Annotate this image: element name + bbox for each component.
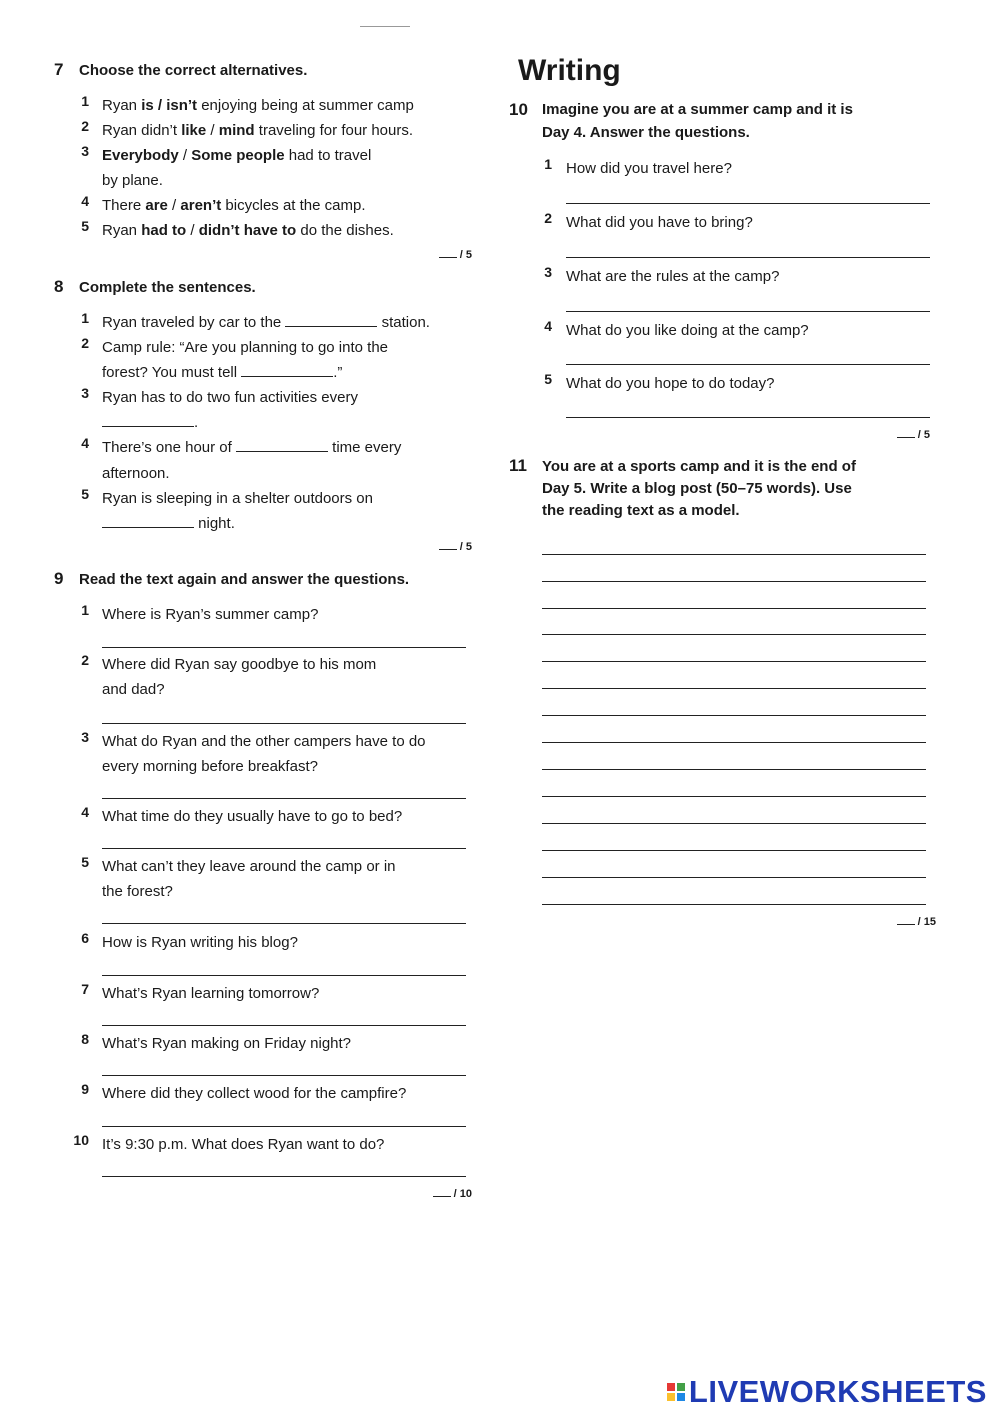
writing-line[interactable]	[542, 661, 926, 662]
ex8-score: / 5	[400, 541, 472, 553]
answer-line[interactable]	[102, 975, 466, 976]
writing-line[interactable]	[542, 742, 926, 743]
ex9-question-3: What do Ryan and the other campers have to do	[102, 733, 426, 750]
liveworksheets-logo	[667, 1374, 987, 1410]
ex7-option-b[interactable]: Some people	[191, 147, 285, 164]
fill-blank[interactable]	[102, 413, 194, 427]
ex8-title: Complete the sentences.	[79, 279, 256, 296]
ex7-item-2: Ryan didn’t like / mind traveling for four hours.	[102, 122, 414, 139]
answer-line[interactable]	[102, 647, 466, 648]
fill-blank[interactable]	[285, 313, 377, 327]
ex9-item-number: 6	[81, 930, 89, 946]
ex10-item-number: 5	[544, 371, 552, 387]
ex11-score: / 15	[858, 916, 936, 928]
answer-line[interactable]	[102, 923, 466, 924]
score-blank[interactable]	[433, 1196, 451, 1197]
ex9-question-5-line2: the forest?	[102, 883, 173, 900]
ex10-question-2: What did you have to bring?	[566, 214, 753, 231]
ex9-item-number: 5	[81, 854, 89, 870]
logo-square	[667, 1393, 675, 1401]
ex11-title-line2: Day 5. Write a blog post (50–75 words). Use	[542, 480, 852, 497]
ex9-item-number: 4	[81, 804, 89, 820]
ex8-item-number: 4	[81, 435, 89, 451]
ex10-title: Imagine you are at a summer camp and it is	[542, 101, 853, 118]
ex7-item-1: Ryan is / isn’t enjoying being at summer camp	[102, 97, 414, 114]
answer-line[interactable]	[566, 257, 930, 258]
ex9-number: 9	[54, 569, 64, 588]
fill-blank[interactable]	[102, 514, 194, 528]
answer-line[interactable]	[566, 203, 930, 204]
ex8-number: 8	[54, 277, 64, 296]
ex8-item-number: 2	[81, 335, 89, 351]
logo-square	[677, 1393, 685, 1401]
logo-grid-icon	[667, 1383, 685, 1401]
ex9-item-number: 10	[73, 1132, 89, 1148]
writing-line[interactable]	[542, 554, 926, 555]
score-blank[interactable]	[897, 437, 915, 438]
ex8-item-2: Camp rule: “Are you planning to go into the	[102, 339, 389, 356]
logo-text: LIVEWORKSHEETS	[688, 1374, 987, 1409]
ex10-question-3: What are the rules at the camp?	[566, 268, 780, 285]
ex8-item-4: There’s one hour of time every	[102, 439, 402, 456]
ex9-item-number: 8	[81, 1031, 89, 1047]
writing-line[interactable]	[542, 877, 926, 878]
ex9-question-4: What time do they usually have to go to bed?	[102, 808, 403, 825]
score-blank[interactable]	[439, 549, 457, 550]
ex8-item-number: 3	[81, 385, 89, 401]
ex7-item-number: 3	[81, 143, 89, 159]
ex8-item-4-line2: afternoon.	[102, 465, 170, 482]
ex9-question-3-line2: every morning before breakfast?	[102, 758, 318, 775]
ex9-question-10: It’s 9:30 p.m. What does Ryan want to do?	[102, 1136, 385, 1153]
ex9-question-7: What’s Ryan learning tomorrow?	[102, 985, 320, 1002]
ex9-item-number: 1	[81, 602, 89, 618]
ex10-question-4: What do you like doing at the camp?	[566, 322, 809, 339]
fill-blank[interactable]	[236, 438, 328, 452]
ex8-item-1: Ryan traveled by car to the station.	[102, 314, 430, 331]
ex9-item-number: 9	[81, 1081, 89, 1097]
writing-line[interactable]	[542, 796, 926, 797]
ex10-item-number: 4	[544, 318, 552, 334]
ex9-score: / 10	[400, 1188, 472, 1200]
ex9-question-2-line2: and dad?	[102, 681, 165, 698]
score-blank[interactable]	[439, 257, 457, 258]
writing-line[interactable]	[542, 904, 926, 905]
ex8-item-3-line2: .	[102, 410, 198, 435]
ex9-question-1: Where is Ryan’s summer camp?	[102, 606, 319, 623]
ex10-question-5: What do you hope to do today?	[566, 375, 775, 392]
ex9-question-6: How is Ryan writing his blog?	[102, 934, 298, 951]
ex7-option-a[interactable]: Everybody	[102, 147, 179, 164]
ex8-item-2-line2: forest? You must tell .”	[102, 364, 343, 381]
top-divider	[360, 26, 410, 27]
ex7-option-a[interactable]: had to	[141, 222, 187, 239]
ex10-title-line2: Day 4. Answer the questions.	[542, 124, 750, 141]
answer-line[interactable]	[102, 1025, 466, 1026]
writing-line[interactable]	[542, 823, 926, 824]
ex10-item-number: 3	[544, 264, 552, 280]
ex9-question-2: Where did Ryan say goodbye to his mom	[102, 656, 377, 673]
ex8-item-number: 5	[81, 486, 89, 502]
ex9-item-number: 3	[81, 729, 89, 745]
ex7-option-a[interactable]: are	[145, 197, 168, 214]
ex7-item-number: 1	[81, 93, 89, 109]
ex11-title: You are at a sports camp and it is the end of	[542, 458, 856, 475]
ex7-item-5: Ryan had to / didn’t have to do the dishes.	[102, 222, 394, 239]
ex11-title-line3: the reading text as a model.	[542, 502, 740, 519]
ex7-option-a[interactable]: like	[181, 122, 207, 139]
ex7-option-b[interactable]: mind	[218, 122, 255, 139]
answer-line[interactable]	[102, 798, 466, 799]
ex7-item-number: 2	[81, 118, 89, 134]
ex8-item-3: Ryan has to do two fun activities every	[102, 389, 358, 406]
writing-heading: Writing	[518, 54, 621, 87]
ex8-item-number: 1	[81, 310, 89, 326]
fill-blank[interactable]	[241, 363, 333, 377]
ex7-option-b[interactable]: didn’t have to	[198, 222, 297, 239]
ex8-item-5-line2: night.	[102, 511, 235, 536]
writing-line[interactable]	[542, 688, 926, 689]
writing-line[interactable]	[542, 715, 926, 716]
ex11-number: 11	[509, 456, 527, 475]
answer-line[interactable]	[102, 1126, 466, 1127]
logo-square	[677, 1383, 685, 1391]
ex7-title: Choose the correct alternatives.	[79, 62, 308, 79]
logo-square	[667, 1383, 675, 1391]
ex7-item-number: 5	[81, 218, 89, 234]
ex10-item-number: 2	[544, 210, 552, 226]
answer-line[interactable]	[566, 311, 930, 312]
ex9-title: Read the text again and answer the questions.	[79, 571, 410, 588]
ex7-item-3-line2: by plane.	[102, 172, 163, 189]
answer-line[interactable]	[566, 417, 930, 418]
ex7-score: / 5	[400, 249, 472, 261]
score-blank[interactable]	[897, 924, 915, 925]
answer-line[interactable]	[102, 1176, 466, 1177]
ex7-item-4: There are / aren’t bicycles at the camp.	[102, 197, 366, 214]
ex7-item-3: Everybody / Some people had to travel	[102, 147, 372, 164]
answer-line[interactable]	[102, 848, 466, 849]
ex8-item-5: Ryan is sleeping in a shelter outdoors on	[102, 490, 373, 507]
ex9-question-9: Where did they collect wood for the campfire?	[102, 1085, 407, 1102]
ex9-question-5: What can’t they leave around the camp or in	[102, 858, 396, 875]
writing-line[interactable]	[542, 634, 926, 635]
answer-line[interactable]	[566, 364, 930, 365]
ex10-item-number: 1	[544, 156, 552, 172]
ex10-number: 10	[509, 100, 528, 119]
ex9-item-number: 7	[81, 981, 89, 997]
ex7-option-b[interactable]: aren’t	[180, 197, 222, 214]
ex9-item-number: 2	[81, 652, 89, 668]
writing-line[interactable]	[542, 769, 926, 770]
writing-line[interactable]	[542, 850, 926, 851]
writing-line[interactable]	[542, 608, 926, 609]
ex9-question-8: What’s Ryan making on Friday night?	[102, 1035, 352, 1052]
ex7-number: 7	[54, 60, 64, 79]
ex10-score: / 5	[858, 429, 930, 441]
answer-line[interactable]	[102, 723, 466, 724]
answer-line[interactable]	[102, 1075, 466, 1076]
ex7-item-1-options[interactable]: is / isn’t	[141, 97, 198, 114]
ex7-item-number: 4	[81, 193, 89, 209]
writing-line[interactable]	[542, 581, 926, 582]
ex10-question-1: How did you travel here?	[566, 160, 732, 177]
